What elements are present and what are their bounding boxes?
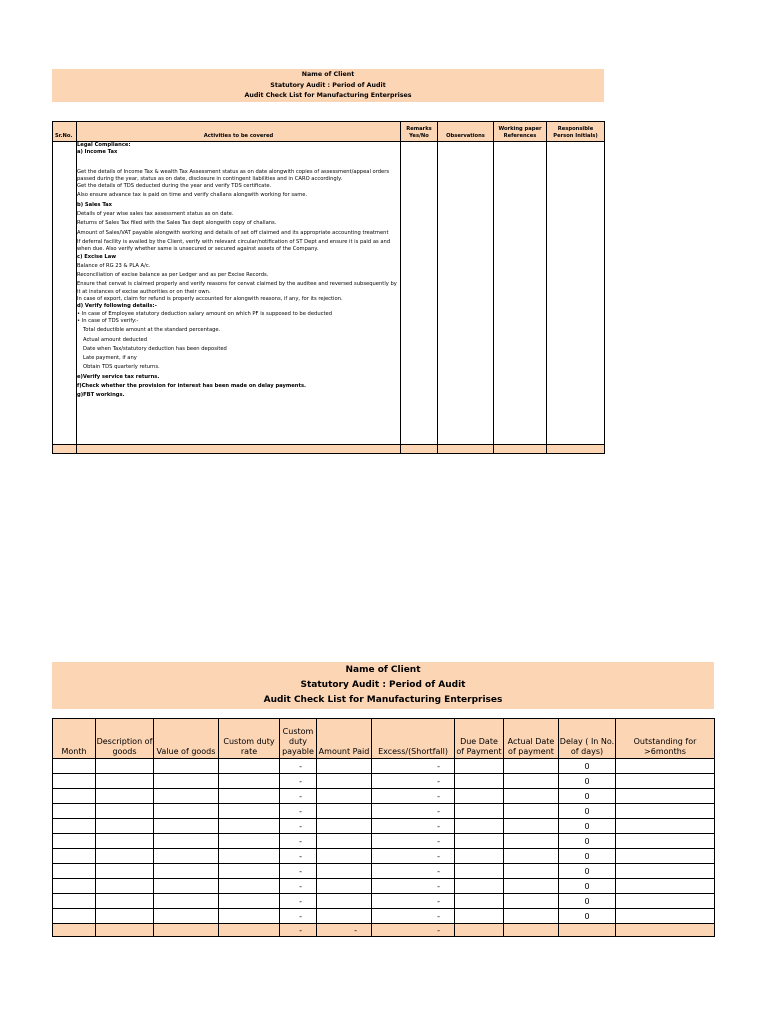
duty-payable-cell[interactable]: - — [280, 909, 317, 924]
col-observations: Observations — [438, 122, 494, 142]
description-cell[interactable] — [96, 789, 154, 804]
col-responsible: Responsible Person Initials) — [547, 122, 605, 142]
duty-payable-cell[interactable]: - — [280, 804, 317, 819]
excess-cell[interactable]: - — [372, 759, 455, 774]
delay-cell[interactable]: 0 — [559, 774, 616, 789]
outstanding-cell[interactable] — [616, 879, 715, 894]
actual-date-cell[interactable] — [504, 819, 559, 834]
checklist-subtitle: Audit Check List for Manufacturing Enterprises — [244, 92, 412, 99]
table-row — [53, 804, 715, 819]
table-row — [53, 789, 715, 804]
duty-rate-cell[interactable] — [219, 909, 280, 924]
excess-cell[interactable]: - — [372, 774, 455, 789]
customs-title-block — [52, 662, 714, 709]
checklist-title-block — [52, 69, 604, 102]
list-item: Legal Compliance: — [77, 142, 131, 148]
list-item: d) Verify following details:- — [77, 303, 157, 310]
table-footer-row — [53, 445, 605, 454]
duty-rate-cell[interactable] — [219, 759, 280, 774]
excess-cell[interactable]: - — [372, 909, 455, 924]
outstanding-cell[interactable] — [616, 774, 715, 789]
due-date-cell[interactable] — [455, 909, 504, 924]
value-cell[interactable] — [154, 834, 219, 849]
total-excess: - — [372, 924, 455, 937]
month-cell[interactable] — [53, 894, 96, 909]
due-date-cell[interactable] — [455, 789, 504, 804]
amount-paid-cell[interactable] — [317, 879, 372, 894]
amount-paid-cell[interactable] — [317, 804, 372, 819]
outstanding-cell[interactable] — [616, 819, 715, 834]
duty-payable-cell[interactable]: - — [280, 759, 317, 774]
list-item: Returns of Sales Tax filed with the Sales Tax dept alongwith copy of challans. — [77, 220, 277, 227]
list-item: Amount of Sales/VAT payable alongwith working and details of set off claimed and its appropriate accounting treatment — [77, 229, 389, 236]
due-date-cell[interactable] — [455, 864, 504, 879]
list-item: Get the details of TDS deducted during the year and verify TDS certificate. — [77, 183, 272, 190]
due-date-cell[interactable] — [455, 774, 504, 789]
due-date-cell[interactable] — [455, 879, 504, 894]
description-cell[interactable] — [96, 759, 154, 774]
outstanding-cell[interactable] — [616, 849, 715, 864]
delay-cell[interactable]: 0 — [559, 909, 616, 924]
table-row — [53, 849, 715, 864]
duty-rate-cell[interactable] — [219, 834, 280, 849]
duty-rate-cell[interactable] — [219, 789, 280, 804]
remarks-cell[interactable] — [401, 142, 438, 445]
list-item: c) Excise Law — [77, 253, 117, 260]
duty-payable-cell[interactable]: - — [280, 864, 317, 879]
col-actual-date: Actual Date of payment — [504, 719, 559, 759]
table-row — [53, 879, 715, 894]
outstanding-cell[interactable] — [616, 759, 715, 774]
table-row — [53, 864, 715, 879]
delay-cell[interactable]: 0 — [559, 819, 616, 834]
list-item: a) Income Tax — [77, 149, 118, 156]
delay-cell[interactable]: 0 — [559, 804, 616, 819]
amount-paid-cell[interactable] — [317, 909, 372, 924]
total-amount-paid: - — [317, 924, 372, 937]
description-cell[interactable] — [96, 834, 154, 849]
duty-rate-cell[interactable] — [219, 849, 280, 864]
col-amount-paid: Amount Paid — [317, 719, 372, 759]
list-item: Balance of RG 23 & PLA A/c. — [77, 262, 151, 269]
excess-cell[interactable]: - — [372, 864, 455, 879]
amount-paid-cell[interactable] — [317, 849, 372, 864]
excess-cell[interactable]: - — [372, 789, 455, 804]
outstanding-cell[interactable] — [616, 804, 715, 819]
description-cell[interactable] — [96, 819, 154, 834]
customs-duty-table — [52, 718, 715, 937]
month-cell[interactable] — [53, 819, 96, 834]
actual-date-cell[interactable] — [504, 909, 559, 924]
delay-cell[interactable]: 0 — [559, 894, 616, 909]
table-header-row — [53, 719, 715, 759]
total-duty-payable: - — [280, 924, 317, 937]
col-activities: Activities to be covered — [77, 122, 401, 142]
table-row — [53, 759, 715, 774]
value-cell[interactable] — [154, 819, 219, 834]
list-item: Actual amount deducted — [83, 336, 148, 343]
audit-period-title: Statutory Audit : Period of Audit — [270, 81, 386, 89]
duty-rate-cell[interactable] — [219, 774, 280, 789]
duty-rate-cell[interactable] — [219, 879, 280, 894]
month-cell[interactable] — [53, 849, 96, 864]
duty-rate-cell[interactable] — [219, 894, 280, 909]
col-duty-rate: Custom duty rate — [219, 719, 280, 759]
col-outstanding: Outstanding for >6months — [616, 719, 715, 759]
delay-cell[interactable]: 0 — [559, 849, 616, 864]
description-cell[interactable] — [96, 894, 154, 909]
audit-period-title: Statutory Audit : Period of Audit — [300, 680, 466, 690]
client-name-title: Name of Client — [301, 71, 355, 78]
list-item: • In case of Employee statutory deduction salary amount on which PF is supposed to be deducted — [77, 310, 332, 317]
table-row — [53, 142, 605, 445]
actual-date-cell[interactable] — [504, 834, 559, 849]
col-due-date: Due Date of Payment — [455, 719, 504, 759]
list-item: In case of export, claim for refund is properly accounted for alongwith reasons, if any, for its rejection. — [77, 296, 343, 303]
audit-checklist-table — [52, 121, 605, 454]
excess-cell[interactable]: - — [372, 804, 455, 819]
excess-cell[interactable]: - — [372, 819, 455, 834]
due-date-cell[interactable] — [455, 759, 504, 774]
description-cell[interactable] — [96, 864, 154, 879]
actual-date-cell[interactable] — [504, 759, 559, 774]
list-item: If deferral facility is availed by the Client, verify with relevant circular/notification of ST Dept and ensure it is paid as and when due. Also verify whether same is unsecured or secured against assets of the Company. — [77, 238, 391, 253]
delay-cell[interactable]: 0 — [559, 864, 616, 879]
list-item: Date when Tax/statutory deduction has been deposited — [83, 345, 227, 352]
actual-date-cell[interactable] — [504, 774, 559, 789]
due-date-cell[interactable] — [455, 819, 504, 834]
outstanding-cell[interactable] — [616, 864, 715, 879]
list-item: Details of year wise sales tax assessment status as on date. — [77, 211, 234, 218]
amount-paid-cell[interactable] — [317, 789, 372, 804]
amount-paid-cell[interactable] — [317, 834, 372, 849]
month-cell[interactable] — [53, 774, 96, 789]
duty-rate-cell[interactable] — [219, 804, 280, 819]
actual-date-cell[interactable] — [504, 879, 559, 894]
table-footer-row — [53, 924, 715, 937]
due-date-cell[interactable] — [455, 849, 504, 864]
list-item: Reconciliation of excise balance as per Ledger and as per Excise Records. — [77, 272, 269, 279]
table-row — [53, 819, 715, 834]
value-cell[interactable] — [154, 909, 219, 924]
duty-payable-cell[interactable]: - — [280, 819, 317, 834]
actual-date-cell[interactable] — [504, 789, 559, 804]
month-cell[interactable] — [53, 834, 96, 849]
description-cell[interactable] — [96, 774, 154, 789]
amount-paid-cell[interactable] — [317, 774, 372, 789]
col-description: Description of goods — [96, 719, 154, 759]
actual-date-cell[interactable] — [504, 804, 559, 819]
srno-cell — [53, 142, 77, 445]
duty-rate-cell[interactable] — [219, 819, 280, 834]
list-item: Ensure that cenvat is claimed properly and verify reasons for cenvat claimed by the auditee and reversed subsequently by it at instances of excise authorities or on their own. — [77, 281, 397, 295]
col-value: Value of goods — [154, 719, 219, 759]
month-cell[interactable] — [53, 789, 96, 804]
outstanding-cell[interactable] — [616, 909, 715, 924]
outstanding-cell[interactable] — [616, 894, 715, 909]
activities-cell — [77, 142, 401, 445]
amount-paid-cell[interactable] — [317, 759, 372, 774]
value-cell[interactable] — [154, 759, 219, 774]
value-cell[interactable] — [154, 879, 219, 894]
duty-payable-cell[interactable]: - — [280, 894, 317, 909]
excess-cell[interactable]: - — [372, 894, 455, 909]
table-row — [53, 894, 715, 909]
value-cell[interactable] — [154, 804, 219, 819]
month-cell[interactable] — [53, 909, 96, 924]
list-item: Obtain TDS quarterly returns. — [83, 364, 160, 371]
delay-cell[interactable]: 0 — [559, 759, 616, 774]
value-cell[interactable] — [154, 894, 219, 909]
amount-paid-cell[interactable] — [317, 819, 372, 834]
table-row — [53, 774, 715, 789]
value-cell[interactable] — [154, 774, 219, 789]
actual-date-cell[interactable] — [504, 894, 559, 909]
month-cell[interactable] — [53, 864, 96, 879]
list-item: Also ensure advance tax is paid on time and verify challans alongwith working for same. — [77, 192, 308, 199]
description-cell[interactable] — [96, 849, 154, 864]
col-delay: Delay ( In No. of days) — [559, 719, 616, 759]
col-srno: Sr.No. — [53, 122, 77, 142]
duty-payable-cell[interactable]: - — [280, 879, 317, 894]
amount-paid-cell[interactable] — [317, 864, 372, 879]
working-paper-cell[interactable] — [494, 142, 547, 445]
actual-date-cell[interactable] — [504, 864, 559, 879]
responsible-cell[interactable] — [547, 142, 605, 445]
duty-rate-cell[interactable] — [219, 864, 280, 879]
description-cell[interactable] — [96, 909, 154, 924]
list-item: e)Verify service tax returns. — [77, 373, 160, 380]
client-name-title: Name of Client — [345, 665, 421, 675]
excess-cell[interactable]: - — [372, 849, 455, 864]
actual-date-cell[interactable] — [504, 849, 559, 864]
amount-paid-cell[interactable] — [317, 894, 372, 909]
month-cell[interactable] — [53, 759, 96, 774]
col-remarks: Remarks Yes/No — [401, 122, 438, 142]
month-cell[interactable] — [53, 879, 96, 894]
description-cell[interactable] — [96, 879, 154, 894]
list-item: g)FBT workings. — [77, 392, 125, 399]
list-item: Total deductible amount at the standard percentage. — [83, 327, 221, 334]
table-row — [53, 909, 715, 924]
col-duty-payable: Custom duty payable — [280, 719, 317, 759]
observations-cell[interactable] — [438, 142, 494, 445]
duty-payable-cell[interactable]: - — [280, 774, 317, 789]
col-month: Month — [53, 719, 96, 759]
due-date-cell[interactable] — [455, 894, 504, 909]
value-cell[interactable] — [154, 849, 219, 864]
excess-cell[interactable]: - — [372, 879, 455, 894]
description-cell[interactable] — [96, 804, 154, 819]
duty-payable-cell[interactable]: - — [280, 834, 317, 849]
list-item: f)Check whether the provision for interest has been made on delay payments. — [77, 383, 307, 390]
due-date-cell[interactable] — [455, 804, 504, 819]
list-item: • In case of TDS verify:- — [77, 317, 139, 324]
duty-payable-cell[interactable]: - — [280, 789, 317, 804]
excess-cell[interactable]: - — [372, 834, 455, 849]
due-date-cell[interactable] — [455, 834, 504, 849]
delay-cell[interactable]: 0 — [559, 789, 616, 804]
outstanding-cell[interactable] — [616, 834, 715, 849]
month-cell[interactable] — [53, 804, 96, 819]
col-excess: Excess/(Shortfall) — [372, 719, 455, 759]
value-cell[interactable] — [154, 789, 219, 804]
table-row — [53, 834, 715, 849]
col-working-paper: Working paper References — [494, 122, 547, 142]
list-item: b) Sales Tax — [77, 201, 113, 208]
delay-cell[interactable]: 0 — [559, 879, 616, 894]
delay-cell[interactable]: 0 — [559, 834, 616, 849]
list-item: Late payment, if any — [83, 355, 137, 362]
table-header-row — [53, 122, 605, 142]
duty-payable-cell[interactable]: - — [280, 849, 317, 864]
list-item: Get the details of Income Tax & wealth Tax Assessment status as on date alongwith copies of assessment/appeal orders passed during the year, status as on date, disclosure in contingent liabilities and in CARO accordingly. — [77, 168, 390, 182]
value-cell[interactable] — [154, 864, 219, 879]
outstanding-cell[interactable] — [616, 789, 715, 804]
checklist-subtitle: Audit Check List for Manufacturing Enterprises — [263, 695, 503, 705]
